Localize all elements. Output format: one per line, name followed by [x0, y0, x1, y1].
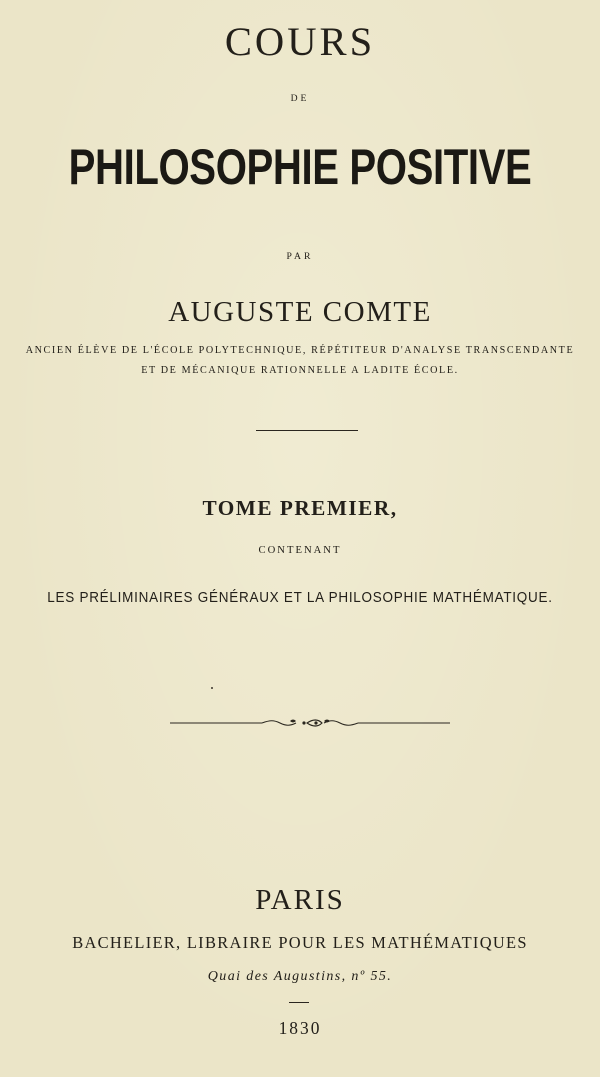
connector-de: DE — [290, 93, 310, 104]
small-divider — [289, 1002, 309, 1003]
ink-speck — [211, 687, 213, 689]
author-name: AUGUSTE COMTE — [168, 296, 432, 328]
divider-rule — [256, 430, 358, 431]
author-affiliation-line1: ANCIEN ÉLÈVE DE L'ÉCOLE POLYTECHNIQUE, RÉPÉTITEUR D'ANALYSE TRANSCENDANTE — [25, 345, 575, 356]
heading-cours: COURS — [224, 19, 376, 64]
author-affiliation-line2: ET DE MÉCANIQUE RATIONNELLE A LADITE ÉCOLE. — [141, 365, 459, 376]
imprint-city: PARIS — [255, 884, 345, 916]
contenant-label: CONTENANT — [258, 545, 342, 556]
imprint-publisher: BACHELIER, LIBRAIRE POUR LES MATHÉMATIQUES — [72, 933, 528, 952]
connector-par: PAR — [286, 251, 314, 262]
main-title: PHILOSOPHIE POSITIVE — [68, 139, 532, 195]
publication-year: 1830 — [278, 1018, 322, 1038]
ornament-rule-icon — [170, 714, 450, 732]
volume-title: TOME PREMIER, — [202, 496, 398, 520]
imprint-address: Quai des Augustins, nº 55. — [207, 969, 393, 984]
volume-contents: LES PRÉLIMINAIRES GÉNÉRAUX ET LA PHILOSOPHIE MATHÉMATIQUE. — [47, 590, 553, 606]
